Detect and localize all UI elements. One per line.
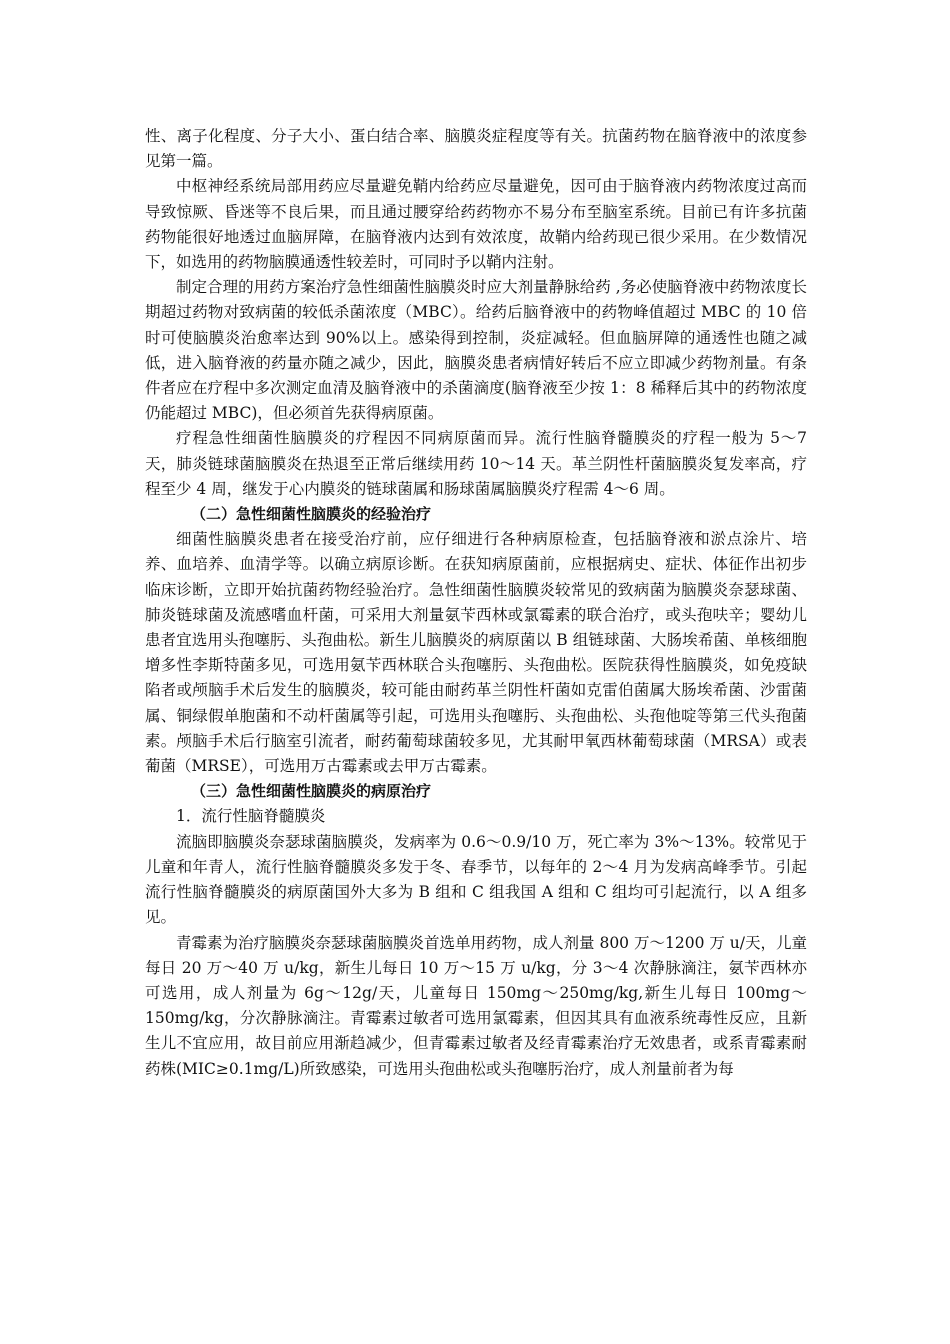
- paragraph-dosing-plan: 制定合理的用药方案治疗急性细菌性脑膜炎时应大剂量静脉给药 ,务必使脑脊液中药物浓度长期超过药物对致病菌的较低杀菌浓度（MBC）。给药后脑脊液中的药物峰值超过 MBC 的 10 倍时可使脑膜炎治愈率达到 90%以上。感染得到控制，炎症减轻。但血脑屏障的通透性也随之减低，进入脑脊液的药量亦随之减少，因此，脑膜炎患者病情好转后不应立即减少药物剂量。有条件者应在疗程中多次测定血清及脑脊液中的杀菌滴度(脑脊液至少按 1：8 稀释后其中的药物浓度仍能超过 MBC)，但必须首先获得病原菌。: [145, 278, 807, 423]
- section-heading-pathogen: （三）急性细菌性脑膜炎的病原治疗: [191, 782, 432, 801]
- paragraph-penicillin: 青霉素为治疗脑膜炎奈瑟球菌脑膜炎首选单用药物，成人剂量 800 万～1200 万 u/天，儿童每日 20 万～40 万 u/kg，新生儿每日 10 万～15 万 u/kg，分 3～4 次静脉滴注，氨苄西林亦可选用，成人剂量为 6g～12g/天，儿童每日 150mg～250mg/kg,新生儿每日 100mg～150mg/kg，分次静脉滴注。青霉素过敏者可选用氯霉素，但因其具有血液系统毒性反应，且新生儿不宜应用，故目前应用渐趋减少，但青霉素过敏者及经青霉素治疗无效患者，或系青霉素耐药株(MIC≥0.1mg/L)所致感染，可选用头孢曲松或头孢噻肟治疗，成人剂量前者为每: [145, 933, 807, 1078]
- section-heading-empirical: （二）急性细菌性脑膜炎的经验治疗: [191, 505, 432, 524]
- paragraph-continuation: 性、离子化程度、分子大小、蛋白结合率、脑膜炎症程度等有关。抗菌药物在脑脊液中的浓度参见第一篇。: [145, 127, 807, 171]
- document-page: [145, 124, 807, 1082]
- subheading-meningococcal: 1．流行性脑脊髓膜炎: [176, 807, 326, 826]
- paragraph-empirical: 细菌性脑膜炎患者在接受治疗前，应仔细进行各种病原检查，包括脑脊液和淤点涂片、培养、血培养、血清学等。以确立病原诊断。在获知病原菌前，应根据病史、症状、体征作出初步临床诊断，立即开始抗菌药物经验治疗。急性细菌性脑膜炎较常见的致病菌为脑膜炎奈瑟球菌、肺炎链球菌及流感嗜血杆菌，可采用大剂量氨苄西林或氯霉素的联合治疗，或头孢呋辛；婴幼儿患者宜选用头孢噻肟、头孢曲松。新生儿脑膜炎的病原菌以 B 组链球菌、大肠埃希菌、单核细胞增多性李斯特菌多见，可选用氨苄西林联合头孢噻肟、头孢曲松。医院获得性脑膜炎，如免疫缺陷者或颅脑手术后发生的脑膜炎，较可能由耐药革兰阴性杆菌如克雷伯菌属大肠埃希菌、沙雷菌属、铜绿假单胞菌和不动杆菌属等引起，可选用头孢噻肟、头孢曲松、头孢他啶等第三代头孢菌素。颅脑手术后行脑室引流者，耐药葡萄球菌较多见，尤其耐甲氧西林葡萄球菌（MRSA）或表葡菌（MRSE），可选用万古霉素或去甲万古霉素。: [145, 530, 807, 776]
- paragraph-course: 疗程急性细菌性脑膜炎的疗程因不同病原菌而异。流行性脑脊髓膜炎的疗程一般为 5～7 天，肺炎链球菌脑膜炎在热退至正常后继续用药 10～14 天。革兰阴性杆菌脑膜炎复发率高，疗程至少 4 周，继发于心内膜炎的链球菌属和肠球菌属脑膜炎疗程需 4～6 周。: [145, 429, 807, 498]
- paragraph-epidemiology: 流脑即脑膜炎奈瑟球菌脑膜炎，发病率为 0.6～0.9/10 万，死亡率为 3%～13%。较常见于儿童和年青人，流行性脑脊髓膜炎多发于冬、春季节，以每年的 2～4 月为发病高峰季节。引起流行性脑脊髓膜炎的病原菌国外大多为 B 组和 C 组我国 A 组和 C 组均可引起流行，以 A 组多见。: [145, 832, 807, 927]
- paragraph-intrathecal: 中枢神经系统局部用药应尽量避免鞘内给药应尽量避免，因可由于脑脊液内药物浓度过高而导致惊厥、昏迷等不良后果，而且通过腰穿给药药物亦不易分布至脑室系统。目前已有许多抗菌药物能很好地透过血脑屏障，在脑脊液内达到有效浓度，故鞘内给药现已很少采用。在少数情况下，如选用的药物脑膜通透性较差时，可同时予以鞘内注射。: [145, 177, 807, 272]
